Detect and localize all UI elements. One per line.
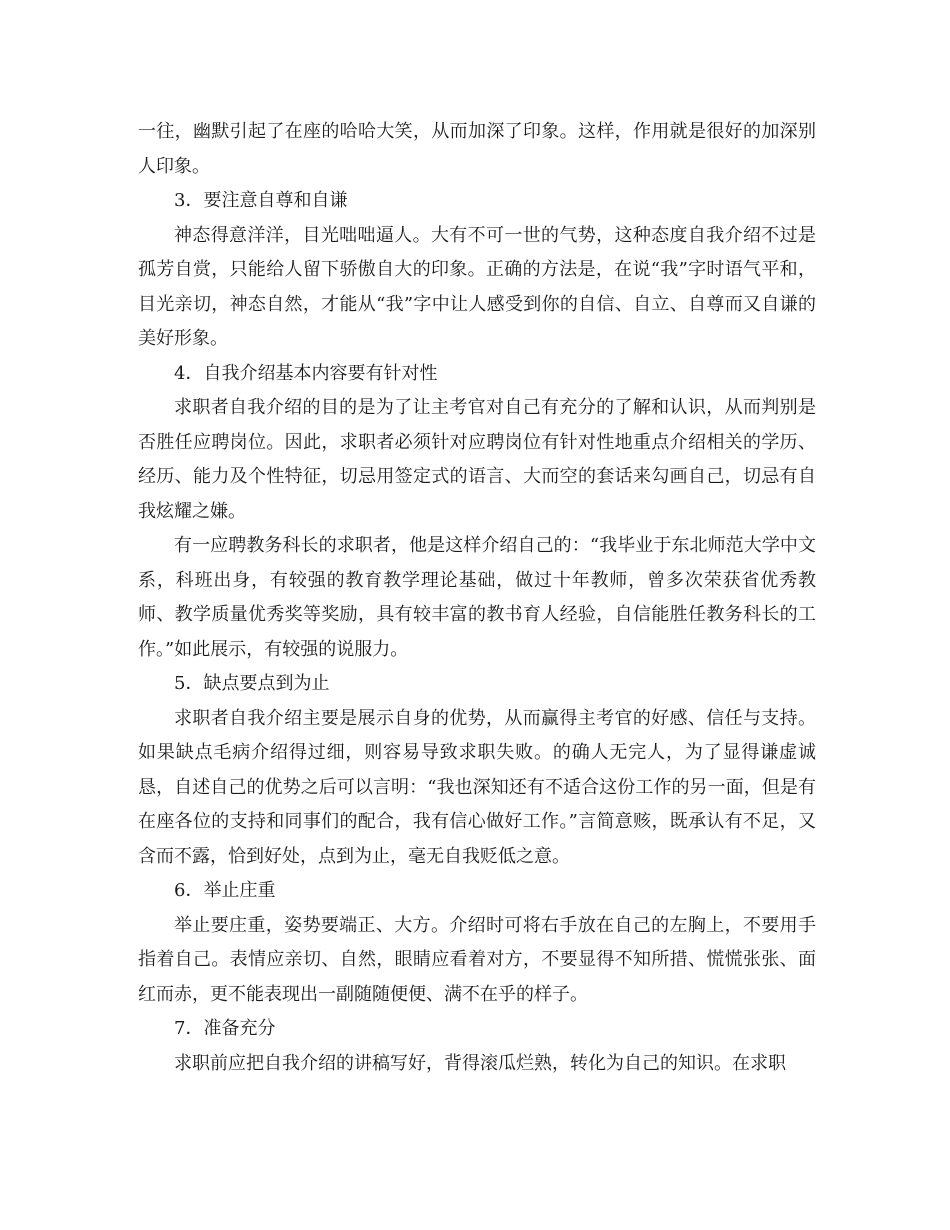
section-heading-5: 5．缺点要点到为止	[174, 673, 330, 694]
section-heading-4: 4．自我介绍基本内容要有针对性	[174, 362, 438, 384]
paragraph-continuation: 一往，幽默引起了在座的哈哈大笑，从而加深了印象。这样，作用就是很好的加深别人印象。	[138, 121, 816, 177]
section-heading-3: 3．要注意自尊和自谦	[174, 190, 348, 211]
paragraph: 求职者自我介绍的目的是为了让主考官对自己有充分的了解和认识，从而判别是否胜任应聘岗位。因此，求职者必须针对应聘岗位有针对性地重点介绍相关的学历、经历、能力及个性特征，切忌用签定式的语言、大而空的套话来勾画自己，切忌有自我炫耀之嫌。	[138, 397, 816, 522]
paragraph: 求职者自我介绍主要是展示自身的优势，从而赢得主考官的好感、信任与支持。如果缺点毛病介绍得过细，则容易导致求职失败。的确人无完人，为了显得谦虚诚恳，自述自己的优势之后可以言明：“我也深知还有不适合这份工作的另一面，但是有在座各位的支持和同事们的配合，我有信心做好工作。”言简意赅，既承认有不足，又含而不露，恰到好处，点到为止，毫无自我贬低之意。	[138, 707, 816, 867]
section-heading-7: 7．准备充分	[174, 1018, 276, 1039]
paragraph: 求职前应把自我介绍的讲稿写好，背得滚瓜烂熟，转化为自己的知识。在求职	[174, 1052, 786, 1074]
paragraph: 神态得意洋洋，目光咄咄逼人。大有不可一世的气势，这种态度自我介绍不过是孤芳自赏，只能给人留下骄傲自大的印象。正确的方法是，在说“我”字时语气平和，目光亲切，神态自然，才能从“我”字中让人感受到你的自信、自立、自尊而又自谦的美好形象。	[138, 224, 816, 349]
section-heading-6: 6．举止庄重	[174, 880, 276, 901]
paragraph: 举止要庄重，姿势要端正、大方。介绍时可将右手放在自己的左胸上，不要用手指着自己。表情应亲切、自然，眼睛应看着对方，不要显得不知所措、慌慌张张、面红而赤，更不能表现出一副随随便便、满不在乎的样子。	[138, 914, 816, 1005]
document-body	[138, 115, 816, 1081]
paragraph: 有一应聘教务科长的求职者，他是这样介绍自己的：“我毕业于东北师范大学中文系，科班出身，有较强的教育教学理论基础，做过十年教师，曾多次荣获省优秀教师、教学质量优秀奖等奖励，具有较丰富的教书育人经验，自信能胜任教务科长的工作。”如此展示，有较强的说服力。	[138, 535, 816, 660]
